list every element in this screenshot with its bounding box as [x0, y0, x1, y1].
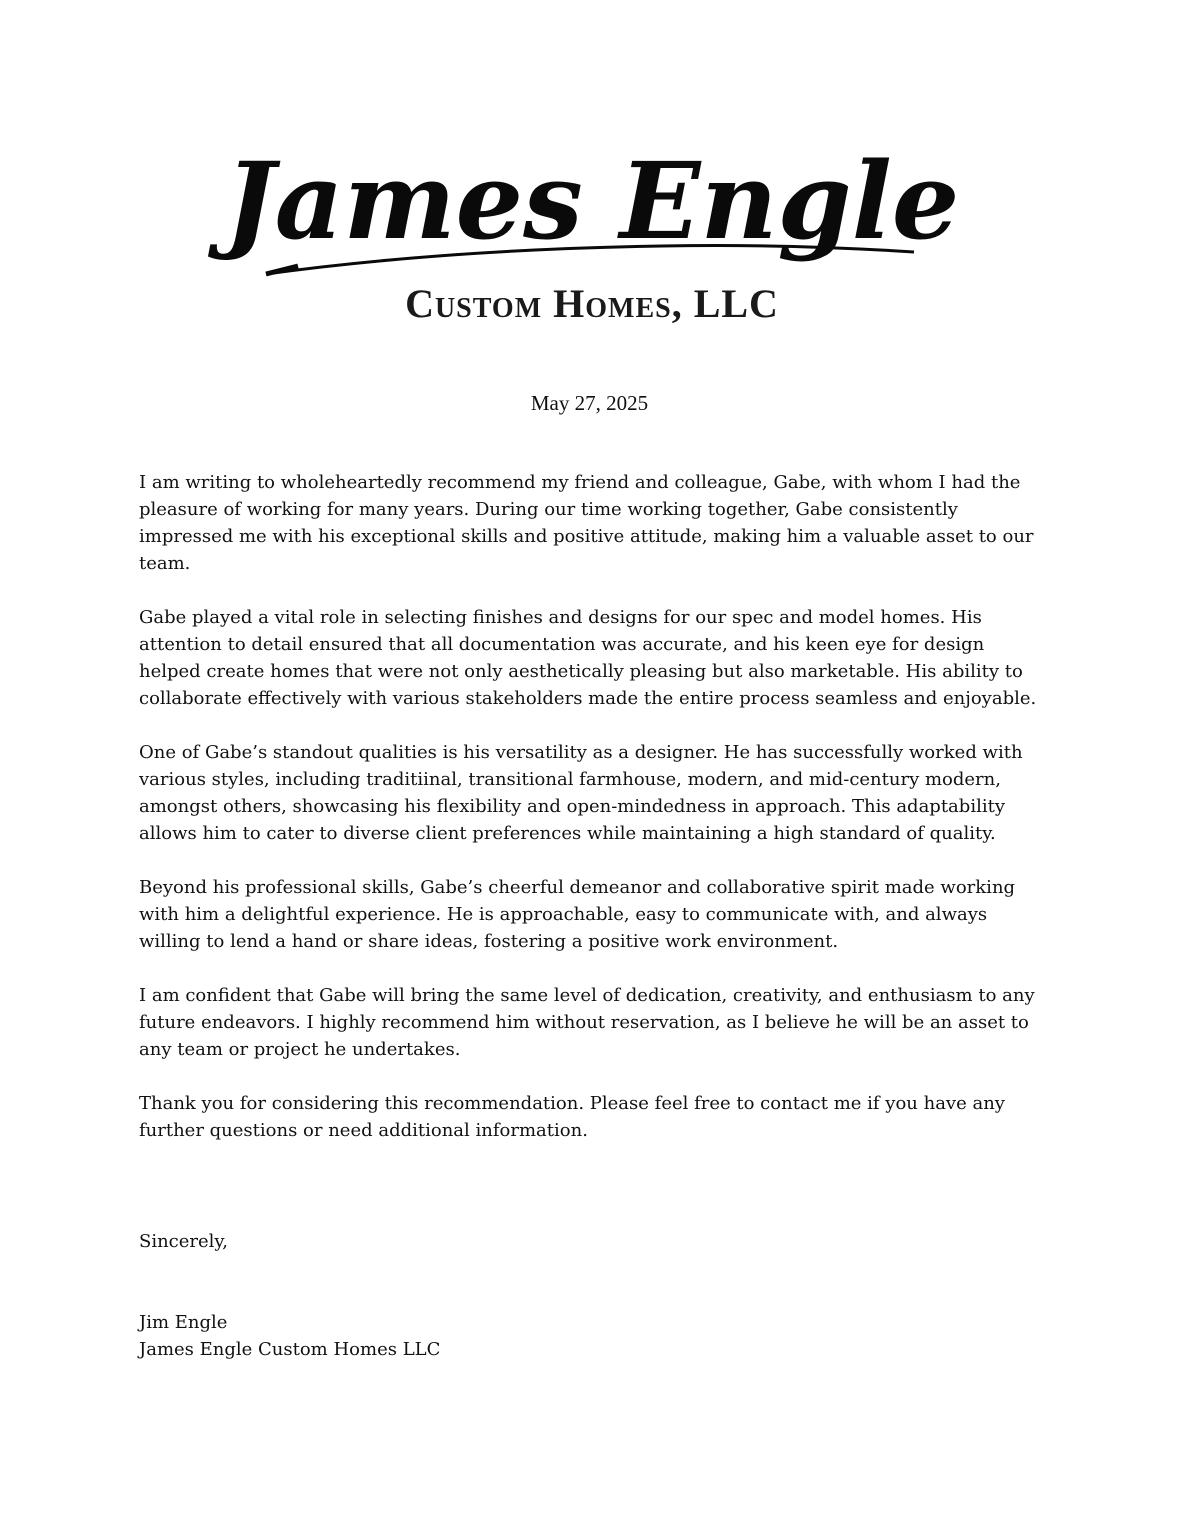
body-paragraph: Thank you for considering this recommendation. Please feel free to contact me if you have any further questions or need additional information.: [139, 1093, 1005, 1141]
body-paragraph: One of Gabe’s standout qualities is his versatility as a designer. He has successfully worked with various styles, including traditiinal, transitional farmhouse, modern, and mid-century modern, amongst others, showcasing his flexibility and open-mindedness in approach. This adaptability allows him to cater to diverse client preferences while maintaining a high standard of quality.: [139, 742, 1023, 844]
body-paragraph: Beyond his professional skills, Gabe’s cheerful demeanor and collaborative spirit made working with him a delightful experience. He is approachable, easy to communicate with, and always willing to lend a hand or share ideas, fostering a positive work environment.: [139, 877, 1016, 952]
logo-subtitle: Custom Homes, LLC: [405, 281, 779, 326]
logo-script-text: James Engle: [224, 138, 960, 263]
signer-name: Jim Engle: [139, 1312, 228, 1333]
body-paragraph: I am writing to wholeheartedly recommend my friend and colleague, Gabe, with whom I had the pleasure of working for many years. During our time working together, Gabe consistently impressed me with his exceptional skills and positive attitude, making him a valuable asset to our team.: [139, 472, 1034, 574]
letter-closing: Sincerely,: [139, 1231, 228, 1252]
signature-block: [139, 1309, 440, 1363]
signer-company: James Engle Custom Homes LLC: [139, 1339, 441, 1360]
letter-date: May 27, 2025: [530, 391, 649, 415]
letter-body: [139, 469, 1049, 1171]
body-paragraph: I am confident that Gabe will bring the same level of dedication, creativity, and enthusiasm to any future endeavors. I highly recommend him without reservation, as I believe he will be an asset to any team or project he undertakes.: [139, 985, 1035, 1060]
body-paragraph: Gabe played a vital role in selecting finishes and designs for our spec and model homes. His attention to detail ensured that all documentation was accurate, and his keen eye for design helped create homes that were not only aesthetically pleasing but also marketable. His ability to collaborate effectively with various stakeholders made the entire process seamless and enjoyable.: [139, 607, 1037, 709]
company-logo: [224, 138, 960, 340]
logo-script-wordmark: [224, 138, 960, 280]
